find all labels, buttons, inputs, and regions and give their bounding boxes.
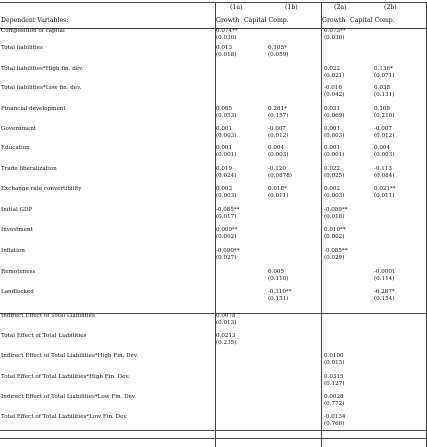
se-cell: (0.030)	[216, 35, 237, 41]
se-cell: (0.154)	[374, 296, 395, 302]
coef-cell: 0.013	[216, 45, 233, 51]
se-cell: (0.018)	[324, 214, 345, 220]
coef-cell: 0.168	[374, 106, 391, 112]
row-label: Composition of capital	[1, 28, 65, 34]
coef-cell: 0.022	[324, 66, 341, 72]
coef-cell: 0.105*	[268, 45, 287, 51]
effect-label: Indirect Effect of Total Liabilities*Low Fin. Dev.	[1, 394, 137, 400]
effect-se: (0.772)	[324, 401, 345, 407]
row-label: Remoteness	[1, 269, 36, 275]
effect-value: 0.0078	[216, 313, 236, 319]
se-cell: (0.114)	[374, 276, 395, 282]
row-label: Total liabilities	[1, 45, 43, 51]
col-header-2a: (2a)	[334, 4, 347, 11]
se-cell: (0.001)	[216, 152, 237, 158]
row-label: Initial GDP	[1, 207, 33, 213]
effect-value: 0.0213	[216, 333, 236, 339]
dep-var-1a: Growth	[216, 17, 240, 24]
coef-cell: 0.004	[374, 145, 391, 151]
se-cell: (0.003)	[216, 133, 237, 139]
se-cell: (0.003)	[268, 152, 289, 158]
row-label: Exchange rate convertibility	[1, 186, 82, 192]
se-cell: (0.012)	[374, 133, 395, 139]
coef-cell: -0.113	[374, 166, 392, 172]
dep-var-1b: Capital Comp.	[244, 17, 289, 24]
coef-cell: 0.018*	[268, 186, 287, 192]
se-cell: (0.110)	[268, 276, 289, 282]
se-cell: (0.053)	[216, 113, 237, 119]
se-cell: (0.021)	[324, 73, 345, 79]
effect-label: Total Effect of Total Liabilities*Low Fin. Dev.	[1, 414, 128, 420]
coef-cell: 0.003	[216, 186, 233, 192]
bottom-rule	[0, 430, 427, 431]
coef-cell: -0.016	[324, 85, 342, 91]
row-label: Landlocked	[1, 289, 34, 295]
se-cell: (0.002)	[216, 234, 237, 240]
effect-value: -0.0134	[324, 414, 346, 420]
se-cell: (0.027)	[216, 255, 237, 261]
row-label: Total liabilities*High fin. dev.	[1, 66, 84, 72]
se-cell: (0.069)	[324, 113, 345, 119]
effect-se: (0.235)	[216, 340, 237, 346]
row-label: Government	[1, 126, 37, 132]
effect-se: (0.013)	[216, 320, 237, 326]
se-cell: (0.030)	[324, 35, 345, 41]
se-cell: (0.003)	[374, 152, 395, 158]
effect-value: 0.0315	[324, 374, 344, 380]
coef-cell: -0.089**	[324, 207, 348, 213]
se-cell: (0.084)	[374, 173, 395, 179]
coef-cell: 0.038	[374, 85, 391, 91]
se-cell: (0.059)	[268, 52, 289, 58]
coef-cell: 0.010**	[324, 227, 346, 233]
effect-label: Indirect Effect of Total Liabilities	[1, 313, 95, 319]
dep-var-2b: Capital Comp.	[350, 17, 395, 24]
top-rule	[0, 2, 427, 3]
coef-cell: 0.001	[216, 145, 233, 151]
se-cell: (0.042)	[324, 92, 345, 98]
se-cell: (0.002)	[324, 234, 345, 240]
coef-cell: 0.021**	[374, 186, 396, 192]
coef-cell: 0.031	[324, 106, 341, 112]
footer-rule	[0, 438, 427, 439]
coef-cell: -0.007	[268, 126, 286, 132]
row-label: Financial development	[1, 106, 66, 112]
col-divider-1	[215, 2, 216, 447]
coef-cell: 0.001	[216, 126, 233, 132]
coef-cell: 0.002	[324, 186, 341, 192]
se-cell: (0.003)	[324, 133, 345, 139]
coef-cell: 0.281*	[268, 106, 287, 112]
se-cell: (0.131)	[374, 92, 395, 98]
se-cell: (0.011)	[268, 193, 289, 199]
col-divider-2	[321, 2, 322, 447]
coef-cell: -0.090**	[216, 248, 240, 254]
coef-cell: 0.004	[268, 145, 285, 151]
coef-cell: 0.136*	[374, 66, 393, 72]
effect-value: 0.0028	[324, 394, 344, 400]
coef-cell: 0.019	[216, 166, 233, 172]
row-label: Total liabilities*Low fin. dev.	[1, 85, 82, 91]
row-label: Inflation	[1, 248, 25, 254]
col-header-2b: (2b)	[384, 4, 397, 11]
coef-cell: 0.005	[268, 269, 285, 275]
coef-cell: 0.065	[216, 106, 233, 112]
se-cell: (0.151)	[268, 296, 289, 302]
coef-cell: -0.0001	[374, 269, 396, 275]
row-label: Trade liberalization	[1, 166, 57, 172]
se-cell: (0.210)	[374, 113, 395, 119]
coef-cell: 0.009**	[216, 227, 238, 233]
effect-se: (0.015)	[324, 360, 345, 366]
coef-cell: 0.073**	[324, 28, 346, 34]
coef-cell: 0.022	[324, 166, 341, 172]
se-cell: (0.029)	[324, 255, 345, 261]
coef-cell: 0.074**	[216, 28, 238, 34]
coef-cell: 0.001	[324, 145, 341, 151]
col-header-1b: (1b)	[285, 4, 298, 11]
coef-cell: 0.001	[324, 126, 341, 132]
col-header-1a: (1a)	[230, 4, 243, 11]
effect-label: Indirect Effect of Total Liabilities*High Fin. Dev.	[1, 353, 139, 359]
se-cell: (0.0878)	[268, 173, 292, 179]
se-cell: (0.024)	[216, 173, 237, 179]
se-cell: (0.157)	[268, 113, 289, 119]
coef-cell: -0.085**	[324, 248, 348, 254]
dep-var-2a: Growth	[322, 17, 346, 24]
effect-se: (0.127)	[324, 381, 345, 387]
se-cell: (0.025)	[324, 173, 345, 179]
se-cell: (0.001)	[324, 152, 345, 158]
effect-value: 0.0100	[324, 353, 344, 359]
se-cell: (0.003)	[324, 193, 345, 199]
row-label: Investment	[1, 227, 33, 233]
se-cell: (0.071)	[374, 73, 395, 79]
se-cell: (0.018)	[216, 52, 237, 58]
se-cell: (0.003)	[216, 193, 237, 199]
coef-cell: -0.120	[268, 166, 286, 172]
se-cell: (0.017)	[216, 214, 237, 220]
coef-cell: -0.085**	[216, 207, 240, 213]
effect-label: Total Effect of Total Liabilities	[1, 333, 87, 339]
se-cell: (0.011)	[374, 193, 395, 199]
effect-se: (0.766)	[324, 421, 345, 427]
se-cell: (0.012)	[268, 133, 289, 139]
effect-label: Total Effect of Total Liabilities*High Fin. Dev.	[1, 374, 130, 380]
coef-cell: -0.007	[374, 126, 392, 132]
row-label: Education	[1, 145, 30, 151]
coef-cell: -0.310**	[268, 289, 292, 295]
coef-cell: -0.287*	[374, 289, 395, 295]
dependent-variables-label: Dependent Variables:	[1, 17, 69, 24]
